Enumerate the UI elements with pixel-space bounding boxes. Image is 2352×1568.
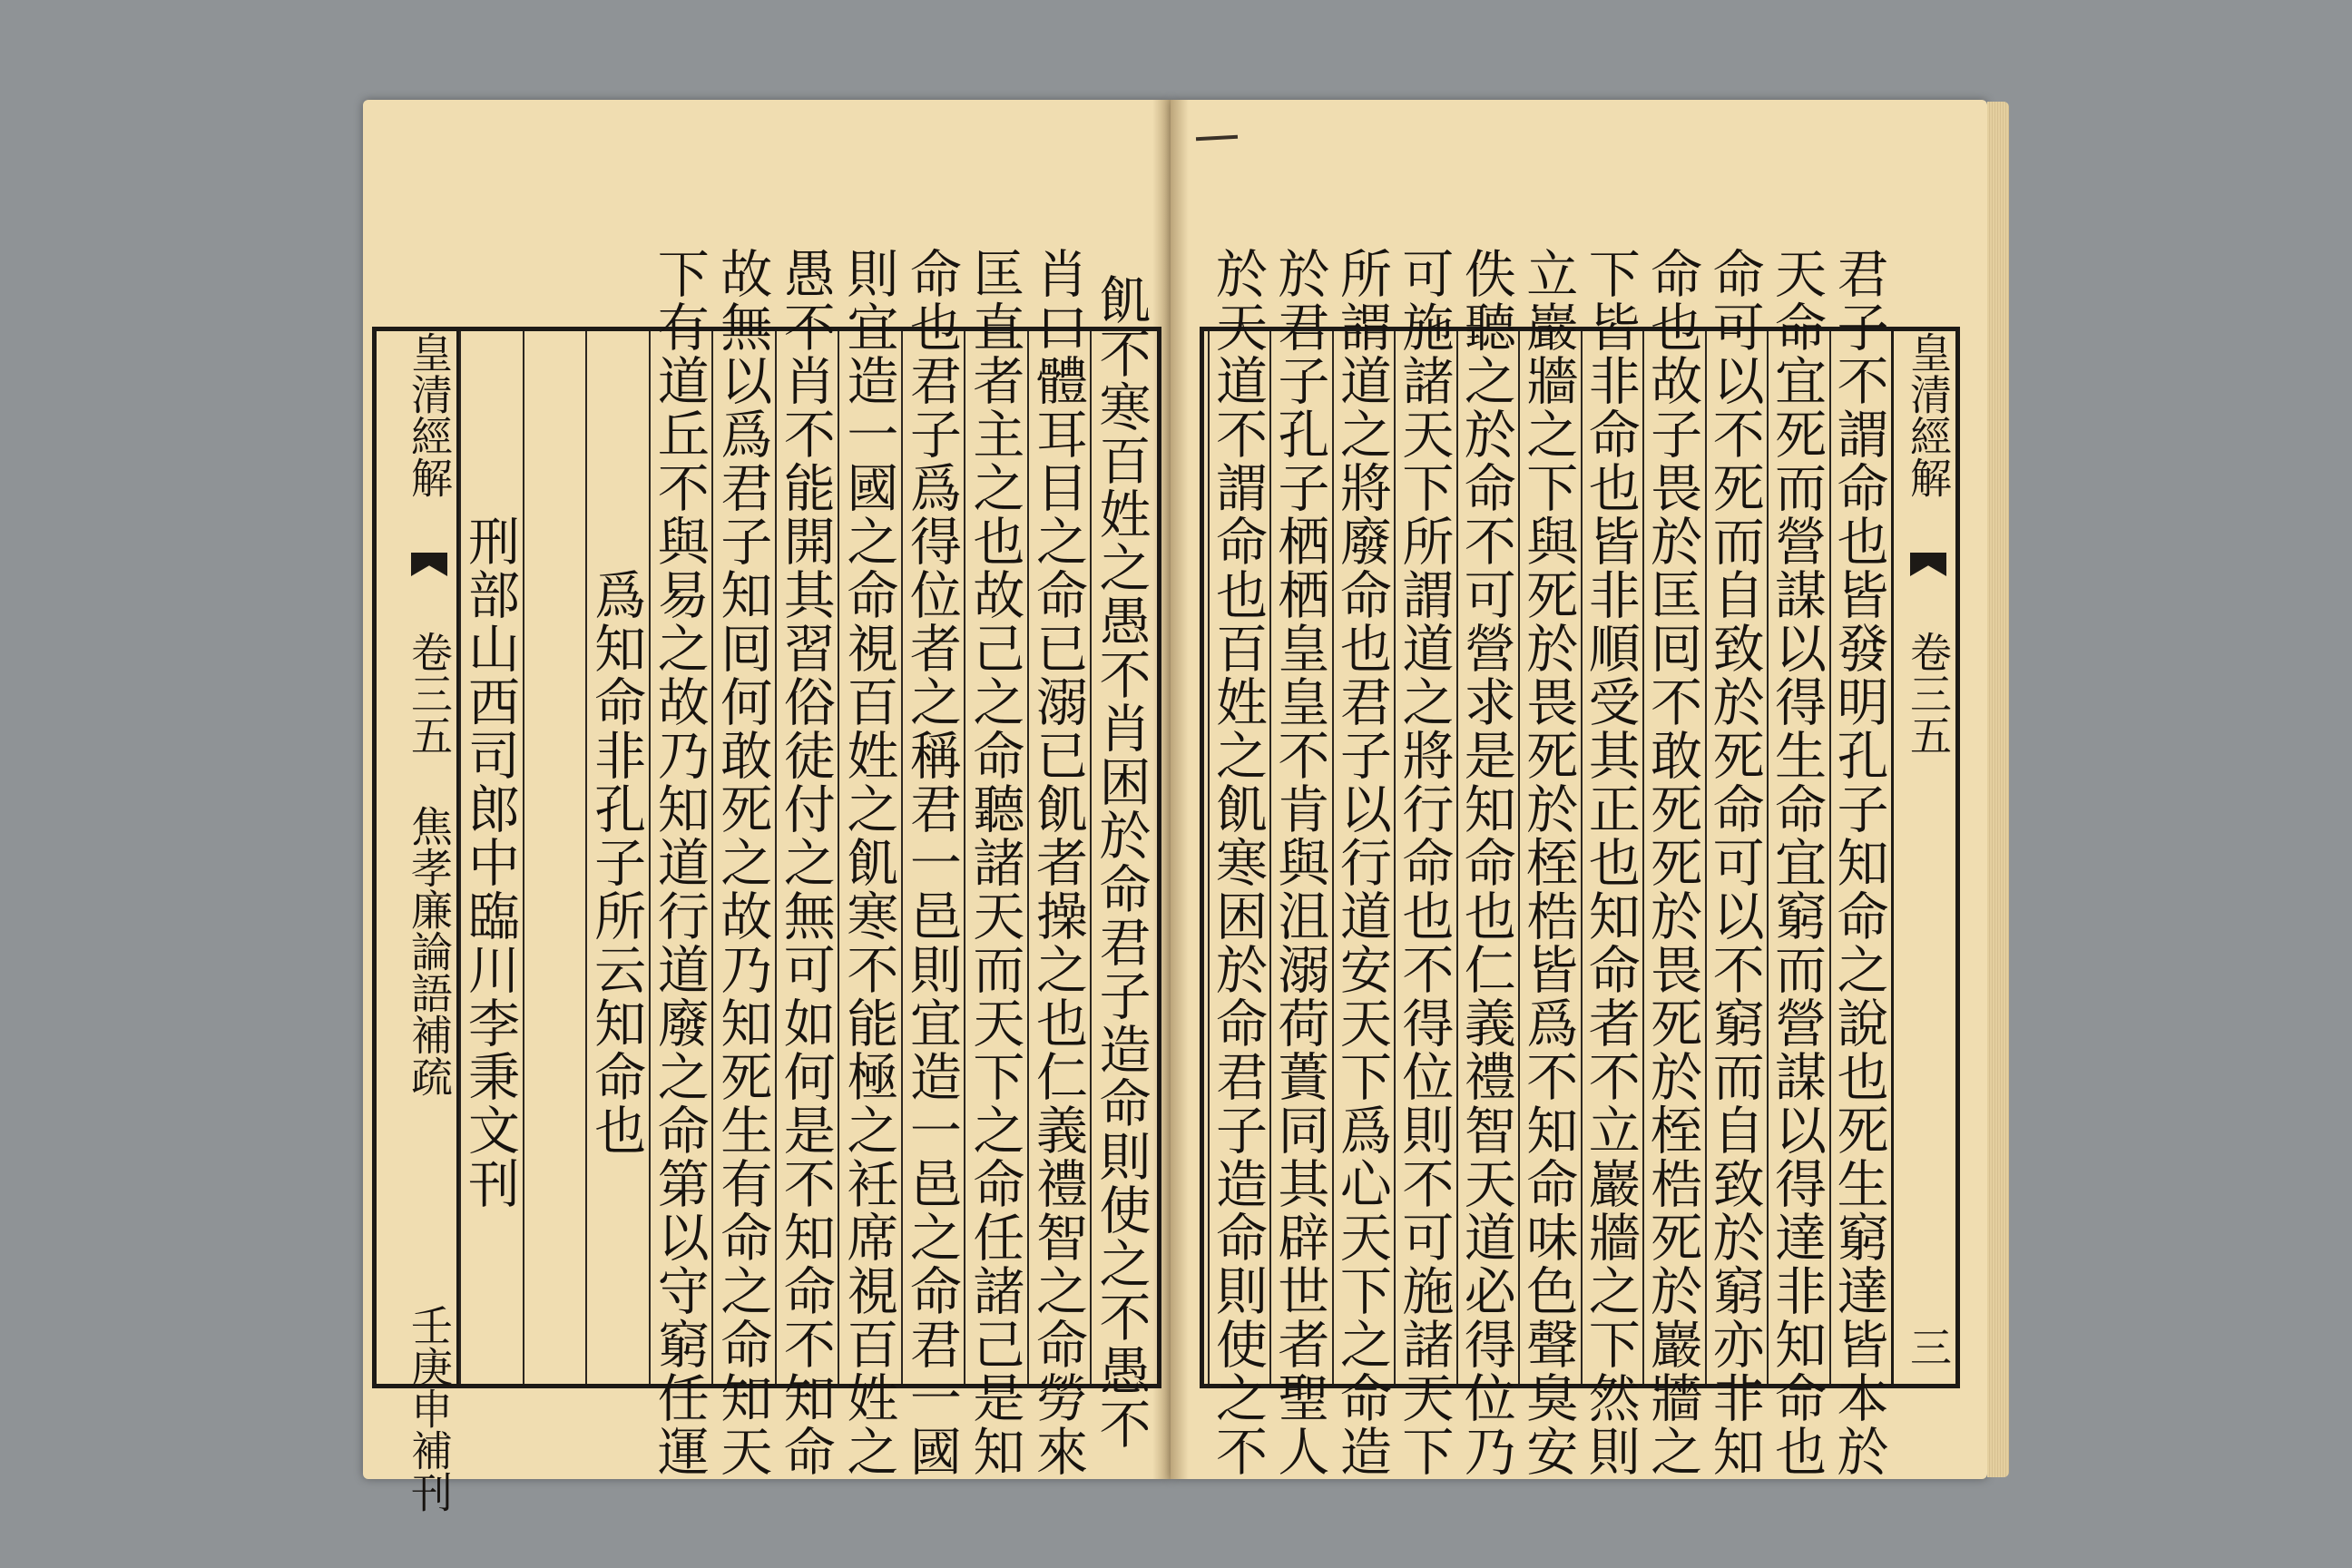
text-column: 愚不肖不能開其習俗徒付之無可如何是不知命不知命 (775, 331, 838, 1384)
page-edges (1987, 102, 2009, 1477)
margin-title: 皇清經解 (1904, 331, 1953, 498)
fish-tail-mark-icon (411, 553, 447, 576)
text-column: 下有道丘不與易之故乃知道行道廢之命第以守窮任運 (649, 331, 712, 1384)
text-column: 刑部山西司郎中臨川李秉文刊 (459, 331, 523, 1384)
text-column: 命也君子爲得位者之稱君一邑則宜造一邑之命君一國 (901, 331, 965, 1384)
left-text-frame (372, 246, 1161, 1513)
text-column: 肖口體耳目之命已溺已飢者操之也仁義禮智之命勞來 (1027, 331, 1091, 1384)
text-column: 匡直者主之也故己之命聽諸天而天下之命任諸己是知 (964, 331, 1027, 1384)
right-margin-label (1891, 331, 1955, 1384)
text-column: 爲知命非孔子所云知命也 (585, 331, 649, 1384)
text-column: 君子不謂命也皆發明孔子知命之說也死生窮達皆本於 (1829, 331, 1891, 1384)
text-column: 可施諸天下所謂道之將行命也不得位則不可施諸天下 (1394, 331, 1455, 1384)
text-column: 則宜造一國之命視百姓之飢寒不能極之衽席視百姓之 (838, 331, 901, 1384)
text-column: 所謂道之將廢命也君子以行道安天下爲心天下之命造 (1332, 331, 1394, 1384)
text-column: 飢不寒百姓之愚不肖困於命君子造命則使之不愚不 (1090, 331, 1153, 1384)
margin-volume: 卷三五 (405, 631, 454, 756)
margin-note: 壬庚申補刊 (405, 1304, 454, 1513)
text-column: 於君子孔子栖栖皇皇不肯與沮溺荷蕢同其辟世者聖人 (1269, 331, 1331, 1384)
text-column: 下皆非命也皆非順受其正也知命者不立巖牆之下然則 (1581, 331, 1642, 1384)
text-column (523, 331, 586, 1384)
right-text-frame (1200, 246, 1960, 1478)
margin-title: 皇清經解 (405, 331, 454, 498)
text-column: 故無以爲君子知囘何敢死之故乃知死生有命之命知天 (711, 331, 775, 1384)
text-column: 命可以不死而自致於死命可以不窮而自致於窮亦非知 (1705, 331, 1767, 1384)
fish-tail-mark-icon (1910, 553, 1946, 576)
left-margin-label (377, 331, 459, 1513)
text-column: 命也故子畏於匡囘不敢死死於畏死於桎梏死於巖牆之 (1642, 331, 1704, 1384)
text-column: 於天道不謂命也百姓之飢寒困於命君子造命則使之不 (1208, 331, 1269, 1384)
text-column: 立巖牆之下與死於畏死於桎梏皆爲不知命味色聲臭安 (1518, 331, 1580, 1384)
margin-volume: 卷三五 (1904, 631, 1953, 756)
text-column: 佚聽之於命不可營求是知命也仁義禮智天道必得位乃 (1456, 331, 1518, 1384)
text-column: 天命宜死而營謀以得生命宜窮而營謀以得達非知命也 (1767, 331, 1828, 1384)
margin-note: 三 (1904, 1326, 1953, 1367)
margin-author-work: 焦孝廉論語補疏 (405, 805, 454, 1097)
